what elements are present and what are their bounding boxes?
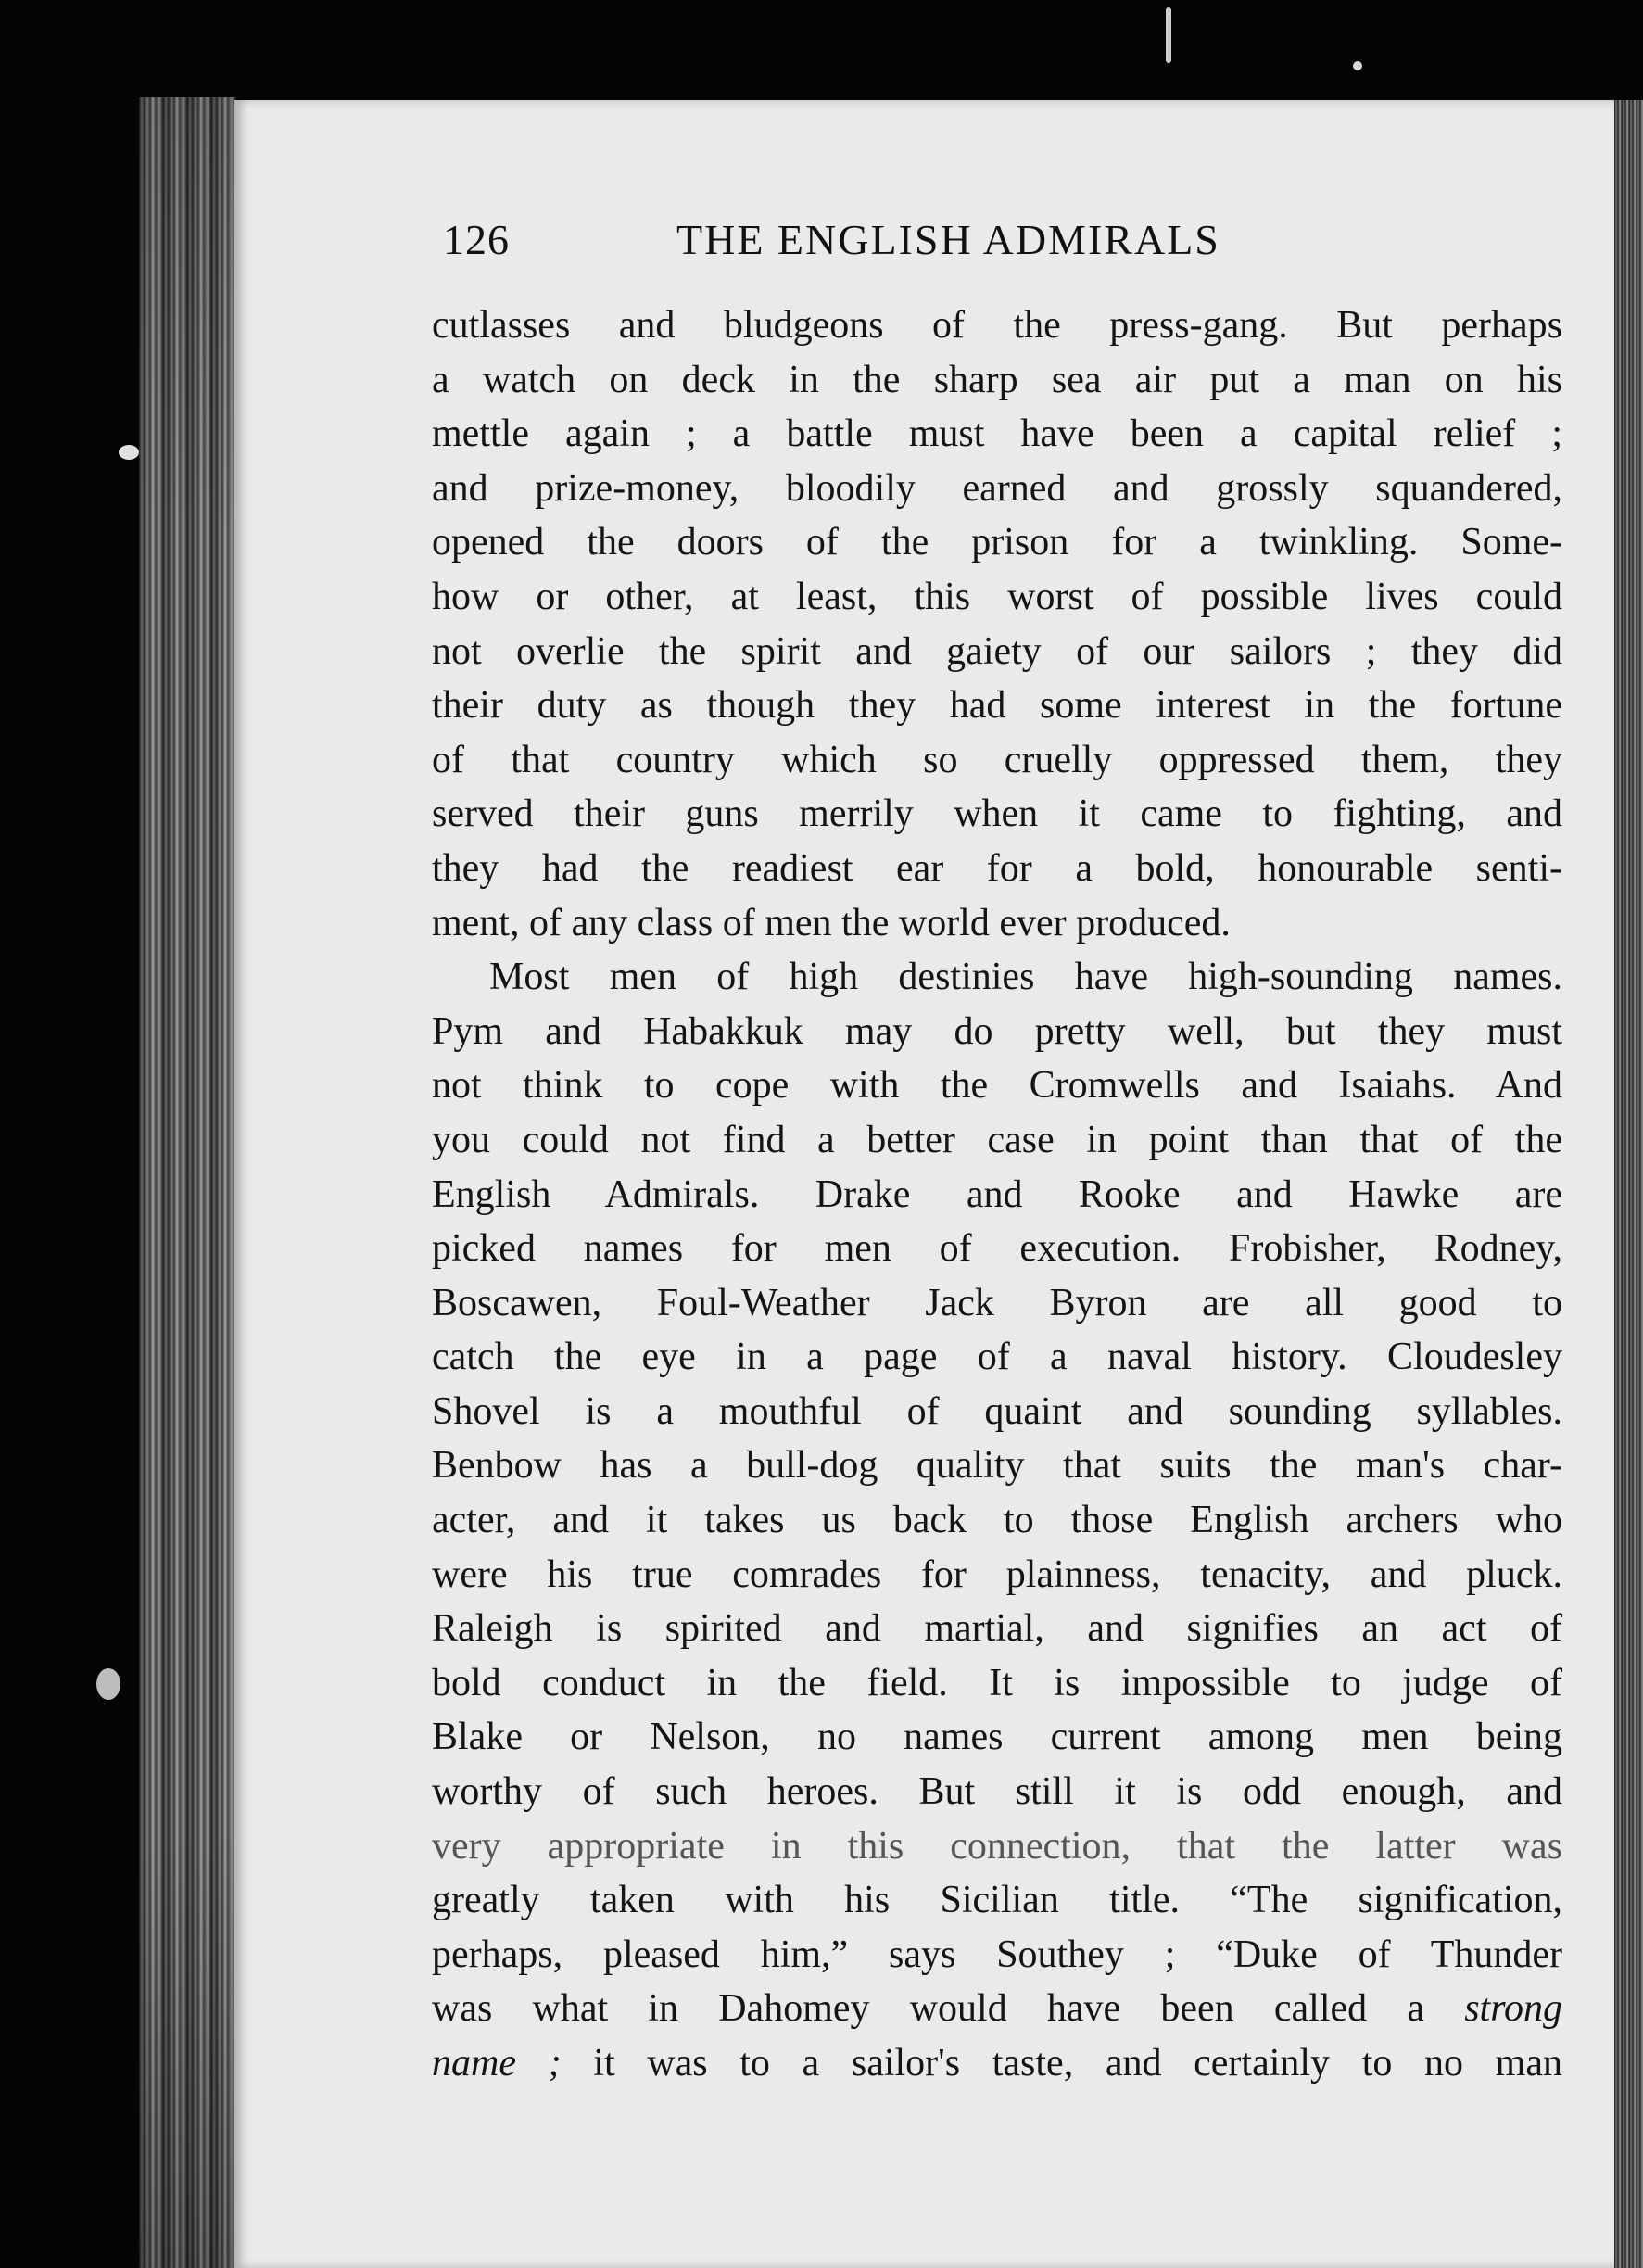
- page-number: 126: [443, 216, 510, 263]
- italic-word: name ;: [432, 2042, 562, 2084]
- text-line: greatly taken with his Sicilian title. “The signification,: [432, 1879, 1562, 1922]
- text-line: Benbow has a bull-dog quality that suits the man's char-: [432, 1444, 1562, 1488]
- text-line: and prize-money, bloodily earned and grossly squandered,: [432, 466, 1562, 510]
- text-line: of that country which so cruelly oppressed them, they: [432, 738, 1562, 781]
- text-line: Most men of high destinies have high-sounding names.: [489, 956, 1562, 999]
- line-text: it was to a sailor's taste, and certainly to no man: [561, 2042, 1562, 2084]
- text-line: Pym and Habakkuk may do pretty well, but they must: [432, 1009, 1562, 1053]
- text-line: catch the eye in a page of a naval history. Cloudesley: [432, 1336, 1562, 1379]
- text-line: not think to cope with the Cromwells and Isaiahs. And: [432, 1064, 1562, 1108]
- line-text: was what in Dahomey would have been called a: [432, 1987, 1424, 2031]
- text-line: acter, and it takes us back to those English archers who: [432, 1499, 1562, 1542]
- scan-speck: [119, 445, 139, 460]
- text-line-with-italic: [432, 1982, 1562, 2036]
- text-line: bold conduct in the field. It is impossible to judge of: [432, 1661, 1562, 1704]
- text-line: perhaps, pleased him,” says Southey ; “Duke of Thunder: [432, 1932, 1562, 1976]
- text-line: Boscawen, Foul-Weather Jack Byron are all good to: [432, 1281, 1562, 1324]
- text-line: how or other, at least, this worst of possible lives could: [432, 575, 1562, 618]
- text-line: they had the readiest ear for a bold, honourable senti-: [432, 846, 1562, 890]
- text-line: not overlie the spirit and gaiety of our sailors ; they did: [432, 629, 1562, 673]
- text-line: cutlasses and bludgeons of the press-gang. But perhaps: [432, 304, 1562, 347]
- text-line: Raleigh is spirited and martial, and signifies an act of: [432, 1607, 1562, 1651]
- text-line: worthy of such heroes. But still it is odd enough, and: [432, 1770, 1562, 1814]
- running-head: [443, 215, 1379, 271]
- text-line: a watch on deck in the sharp sea air put a man on his: [432, 358, 1562, 401]
- text-line: ment, of any class of men the world ever produced.: [432, 901, 1231, 944]
- text-line: were his true comrades for plainness, tenacity, and pluck.: [432, 1552, 1562, 1596]
- text-line: served their guns merrily when it came to fighting, and: [432, 792, 1562, 836]
- scan-speck: [96, 1668, 120, 1700]
- text-line: picked names for men of execution. Frobisher, Rodney,: [432, 1227, 1562, 1271]
- text-line: mettle again ; a battle must have been a capital relief ;: [432, 412, 1562, 456]
- italic-word: strong: [1464, 1987, 1562, 2031]
- text-line: very appropriate in this connection, that the latter was: [432, 1824, 1562, 1868]
- text-line-final: [432, 2036, 1562, 2091]
- running-title: THE ENGLISH ADMIRALS: [676, 216, 1220, 263]
- text-line: Shovel is a mouthful of quaint and sounding syllables.: [432, 1389, 1562, 1433]
- paragraph-2: [432, 950, 1562, 2090]
- text-line: English Admirals. Drake and Rooke and Hawke are: [432, 1172, 1562, 1216]
- paragraph-1: [432, 298, 1562, 950]
- text-line: their duty as though they had some interest in the fortune: [432, 684, 1562, 728]
- text-line: Blake or Nelson, no names current among men being: [432, 1716, 1562, 1759]
- body-text: [432, 298, 1562, 2091]
- scan-speck: [1166, 7, 1171, 63]
- spine-shadow: [139, 97, 236, 2268]
- text-line: you could not find a better case in point than that of the: [432, 1118, 1562, 1161]
- page-edge: [1614, 100, 1643, 2268]
- scan-speck: [1353, 61, 1362, 70]
- text-line: opened the doors of the prison for a twinkling. Some-: [432, 521, 1562, 564]
